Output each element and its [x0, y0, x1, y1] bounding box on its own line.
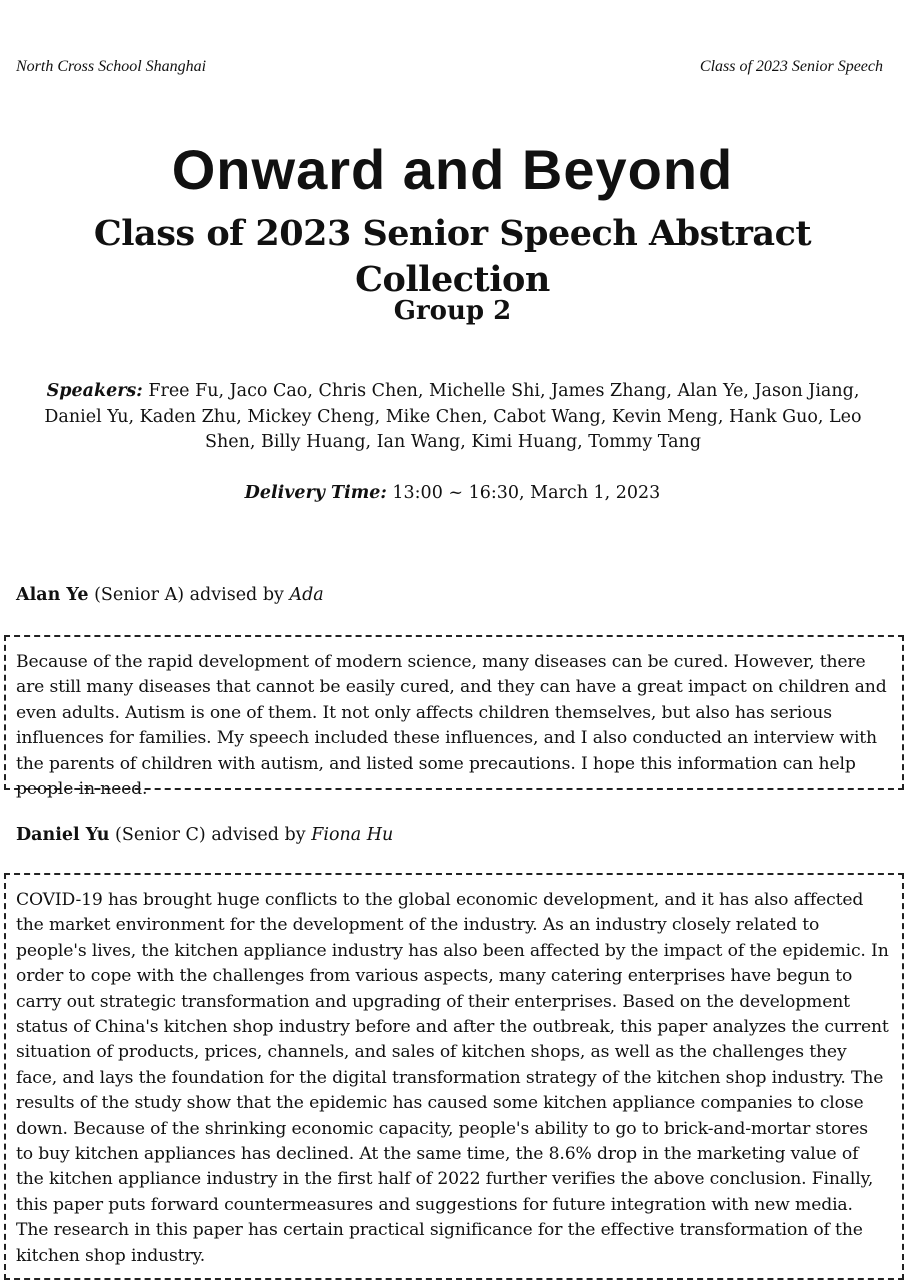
entry-author-line: [16, 583, 324, 608]
entry-author-line: [16, 823, 393, 848]
delivery-label: Delivery Time:: [244, 483, 387, 503]
author-senior: (Senior A) advised by: [88, 585, 290, 605]
group-title: Group 2: [393, 296, 512, 326]
author-name: Alan Ye: [16, 585, 89, 605]
school-name: North Cross School Shanghai: [16, 58, 207, 75]
advisor-name: Fiona Hu: [311, 825, 394, 845]
abstract-box: Because of the rapid development of modern science, many diseases can be cured. However, there are still many diseases that cannot be easily cured, and they can have a great impact on children and even adults. Autism is one of them. It not only affects children themselves, but also has serious influences for families. My speech included these influences, and I also conducted an interview with the parents of children with autism, and listed some precautions. I hope this information can help people in need.: [4, 635, 904, 790]
speakers-list: [28, 379, 878, 456]
advisor-name: Ada: [289, 585, 324, 605]
speakers-names: Free Fu, Jaco Cao, Chris Chen, Michelle Shi, James Zhang, Alan Ye, Jason Jiang, Daniel Yu, Kaden Zhu, Mickey Cheng, Mike Chen, Cabot Wang, Kevin Meng, Hank Guo, Leo Shen, Billy Huang, Ian Wang, Kimi Huang, Tommy Tang: [44, 381, 862, 452]
delivery-value: 13:00 ~ 16:30, March 1, 2023: [386, 483, 661, 503]
speakers-label: Speakers:: [46, 381, 143, 401]
author-senior: (Senior C) advised by: [109, 825, 312, 845]
subtitle: Class of 2023 Senior Speech Abstract Collection: [93, 213, 812, 300]
author-name: Daniel Yu: [16, 825, 110, 845]
main-title: Onward and Beyond: [171, 138, 734, 201]
abstract-box: COVID-19 has brought huge conflicts to the global economic development, and it has also affected the market environment for the development of the industry. As an industry closely related to people's lives, the kitchen appliance industry has also been affected by the impact of the epidemic. In order to cope with the challenges from various aspects, many catering enterprises have begun to carry out strategic transformation and upgrading of their enterprises. Based on the development status of China's kitchen shop industry before and after the outbreak, this paper analyzes the current situation of products, prices, channels, and sales of kitchen shops, as well as the challenges they face, and lays the foundation for the digital transformation strategy of the kitchen shop industry. The results of the study show that the epidemic has caused some kitchen appliance companies to close down. Because of the shrinking economic capacity, people's ability to go to brick-and-mortar stores to buy kitchen appliances has declined. At the same time, the 8.6% drop in the marketing value of the kitchen appliance industry in the first half of 2022 further verifies the above conclusion. Finally, this paper puts forward countermeasures and suggestions for future integration with new media. The research in this paper has certain practical significance for the effective transformation of the kitchen shop industry.: [4, 873, 904, 1280]
event-name: Class of 2023 Senior Speech: [699, 58, 883, 75]
delivery-time: [0, 481, 905, 506]
